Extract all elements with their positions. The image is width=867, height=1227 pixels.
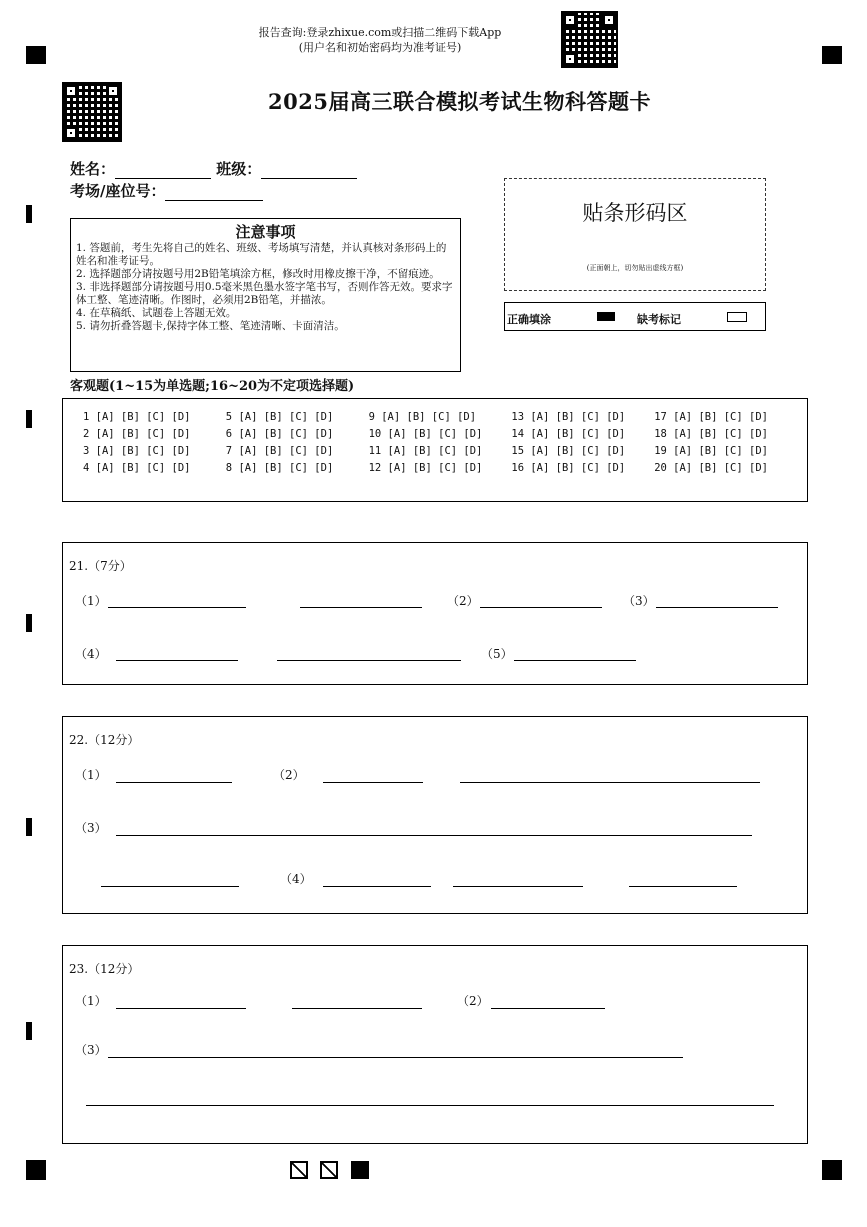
timing-mark (26, 818, 32, 836)
barcode-hint: (正面朝上，切勿贴出虚线方框) (586, 264, 684, 272)
mc-question[interactable]: 16 [A] [B] [C] [D] (511, 462, 626, 474)
class-label: 班级： (216, 160, 262, 178)
seat-label: 考场/座位号： (70, 182, 166, 200)
mc-question[interactable]: 13 [A] [B] [C] [D] (511, 411, 626, 423)
absent-mark-label: 缺考标记 (637, 313, 681, 326)
answer-blank[interactable] (101, 886, 239, 887)
part-label: （3） (75, 1043, 107, 1057)
question-22-box (62, 716, 808, 914)
mc-question[interactable]: 8 [A] [B] [C] [D] (225, 462, 334, 474)
timing-mark (26, 410, 32, 428)
answer-blank[interactable] (300, 607, 422, 608)
part-label: （2） (447, 594, 479, 608)
mc-question[interactable]: 20 [A] [B] [C] [D] (654, 462, 768, 474)
mc-question[interactable]: 3 [A] [B] [C] [D] (83, 445, 191, 457)
part-label: （3） (623, 594, 655, 608)
mc-question[interactable]: 6 [A] [B] [C] [D] (225, 428, 334, 440)
corner-mark-top-left (26, 46, 46, 64)
answer-blank[interactable] (108, 1057, 683, 1058)
part-label: （3） (75, 821, 107, 835)
part-label: （2） (273, 768, 305, 782)
name-label: 姓名： (70, 160, 116, 178)
mc-question[interactable]: 17 [A] [B] [C] [D] (654, 411, 768, 423)
part-label: （5） (481, 647, 513, 661)
timing-mark (26, 1022, 32, 1040)
page-marker-crossed (290, 1161, 308, 1179)
notice-body (71, 242, 460, 333)
mc-question[interactable]: 4 [A] [B] [C] [D] (83, 462, 191, 474)
part-label: （4） (75, 647, 107, 661)
correct-fill-sample (597, 312, 615, 321)
answer-blank[interactable] (292, 1008, 422, 1009)
objective-section-label: 客观题(1~15为单选题;16~20为不定项选择题) (70, 379, 355, 394)
page-marker-crossed (320, 1161, 338, 1179)
seat-field (70, 180, 263, 201)
part-label: （2） (457, 994, 489, 1008)
notice-item: 5. 请勿折叠答题卡,保持字体工整、笔迹清晰、卡面清洁。 (76, 320, 345, 332)
part-label: （1） (75, 594, 107, 608)
name-field (70, 158, 357, 179)
qr-code-icon (561, 11, 618, 68)
corner-mark-top-right (822, 46, 842, 64)
mc-question[interactable]: 11 [A] [B] [C] [D] (368, 445, 483, 457)
part-label: （1） (75, 994, 107, 1008)
part-label: （1） (75, 768, 107, 782)
mc-question[interactable]: 18 [A] [B] [C] [D] (654, 428, 768, 440)
qr-code-icon (62, 82, 122, 142)
report-line-2: (用户名和初始密码均为准考证号) (298, 41, 462, 54)
absent-mark-checkbox[interactable] (727, 312, 747, 322)
objective-answer-box (62, 398, 808, 502)
correct-fill-label: 正确填涂 (507, 313, 551, 326)
page-title: 2025届高三联合模拟考试生物科答题卡 (268, 89, 651, 114)
corner-mark-bottom-left (26, 1160, 46, 1180)
notice-box (70, 218, 461, 372)
barcode-title: 贴条形码区 (582, 201, 688, 225)
timing-mark (26, 205, 32, 223)
answer-blank[interactable] (277, 660, 461, 661)
answer-blank[interactable] (116, 782, 232, 783)
notice-item: 1. 答题前，考生先将自己的姓名、班级、考场填写清楚，并认真核对条形码上的姓名和准考证号。 (76, 242, 447, 267)
mc-question[interactable]: 1 [A] [B] [C] [D] (83, 411, 191, 423)
mc-question[interactable]: 9 [A] [B] [C] [D] (368, 411, 477, 423)
mc-question[interactable]: 2 [A] [B] [C] [D] (83, 428, 191, 440)
answer-blank[interactable] (514, 660, 636, 661)
answer-blank[interactable] (323, 782, 423, 783)
notice-title: 注意事项 (235, 223, 296, 241)
fill-example-box (504, 302, 766, 331)
answer-blank[interactable] (491, 1008, 605, 1009)
corner-mark-bottom-right (822, 1160, 842, 1180)
mc-question[interactable]: 15 [A] [B] [C] [D] (511, 445, 626, 457)
report-query-note (220, 25, 540, 55)
answer-blank[interactable] (116, 660, 238, 661)
class-input-line[interactable] (261, 162, 357, 179)
notice-item: 2. 选择题部分请按题号用2B铅笔填涂方框，修改时用橡皮擦干净，不留痕迹。 (76, 268, 440, 280)
mc-question[interactable]: 12 [A] [B] [C] [D] (368, 462, 483, 474)
part-label: （4） (280, 872, 312, 886)
page-marker-filled (351, 1161, 369, 1179)
seat-input-line[interactable] (165, 184, 263, 201)
question-22-header: 22.（12分） (69, 733, 140, 747)
timing-mark (26, 614, 32, 632)
question-21-box (62, 542, 808, 685)
answer-blank[interactable] (480, 607, 602, 608)
notice-item: 3. 非选择题部分请按题号用0.5毫米黑色墨水签字笔书写，否则作答无效。要求字体工整、笔迹清晰。作图时，必须用2B铅笔，并描浓。 (76, 281, 453, 306)
answer-blank[interactable] (453, 886, 583, 887)
answer-blank[interactable] (323, 886, 431, 887)
mc-question[interactable]: 5 [A] [B] [C] [D] (225, 411, 334, 423)
question-23-header: 23.（12分） (69, 962, 140, 976)
barcode-area (504, 178, 766, 291)
mc-question[interactable]: 19 [A] [B] [C] [D] (654, 445, 768, 457)
notice-item: 4. 在草稿纸、试题卷上答题无效。 (76, 307, 237, 319)
mc-question[interactable]: 7 [A] [B] [C] [D] (225, 445, 334, 457)
question-21-header: 21.（7分） (69, 559, 132, 573)
answer-blank[interactable] (116, 1008, 246, 1009)
answer-blank[interactable] (108, 607, 246, 608)
answer-blank[interactable] (86, 1105, 774, 1106)
answer-blank[interactable] (460, 782, 760, 783)
report-line-1: 报告查询:登录zhixue.com或扫描二维码下载App (258, 26, 502, 39)
question-23-box (62, 945, 808, 1144)
answer-blank[interactable] (116, 835, 752, 836)
answer-blank[interactable] (629, 886, 737, 887)
mc-question[interactable]: 14 [A] [B] [C] [D] (511, 428, 626, 440)
objective-grid (63, 399, 807, 474)
answer-blank[interactable] (656, 607, 778, 608)
name-input-line[interactable] (115, 162, 211, 179)
mc-question[interactable]: 10 [A] [B] [C] [D] (368, 428, 483, 440)
